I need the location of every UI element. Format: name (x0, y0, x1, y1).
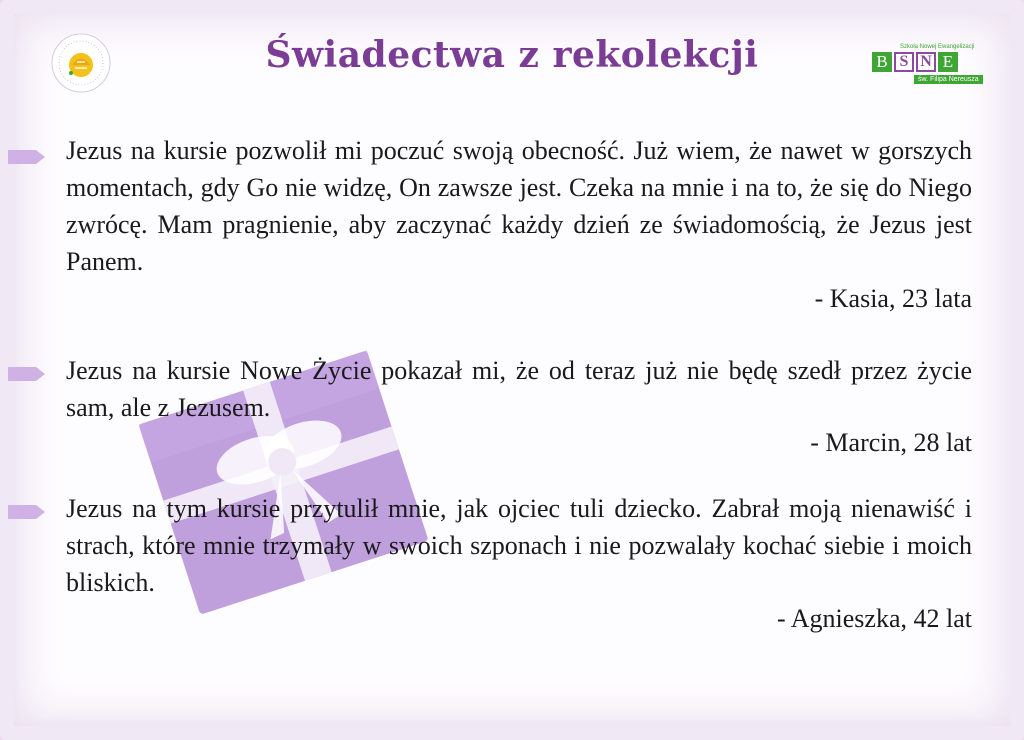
logo-letter-s: S (894, 52, 914, 72)
logo-letter-e: E (938, 52, 958, 72)
testimony-text: Jezus na tym kursie przytulił mnie, jak ojciec tuli dziecko. Zabrał moją nienawiść i strach, które mnie trzymały w swoich szponach i nie pozwalały kochać siebie i moich bliskich. (66, 494, 972, 597)
bsne-logo (868, 44, 986, 88)
logo-letter-n: N (916, 52, 936, 72)
page-title: Świadectwa z rekolekcji (265, 34, 759, 76)
bullet-arrow-icon (8, 365, 46, 383)
logo-top-text: Szkoła Nowej Ewangelizacji (900, 44, 975, 50)
bullet-arrow-icon (8, 148, 46, 166)
logo-letter-b: B (872, 52, 892, 72)
logo-bottom-text: św. Filipa Nereusza (914, 75, 983, 84)
testimony-text: Jezus na kursie Nowe Życie pokazał mi, że od teraz już nie będę szedł przez życie sam, ale z Jezusem. (66, 356, 972, 422)
testimony-author: - Agnieszka, 42 lat (777, 604, 972, 633)
bullet-arrow-icon (8, 503, 46, 521)
testimony-author: - Kasia, 23 lata (814, 284, 972, 313)
testimony-author: - Marcin, 28 lat (810, 428, 972, 457)
testimony-text: Jezus na kursie pozwolił mi poczuć swoją obecność. Już wiem, że nawet w gorszych momentach, gdy Go nie widzę, On zawsze jest. Czeka na mnie i na to, że się do Niego zwrócę. Mam pragnienie, aby zaczynać każdy dzień ze świadomością, że Jezus jest Panem. (66, 136, 972, 276)
